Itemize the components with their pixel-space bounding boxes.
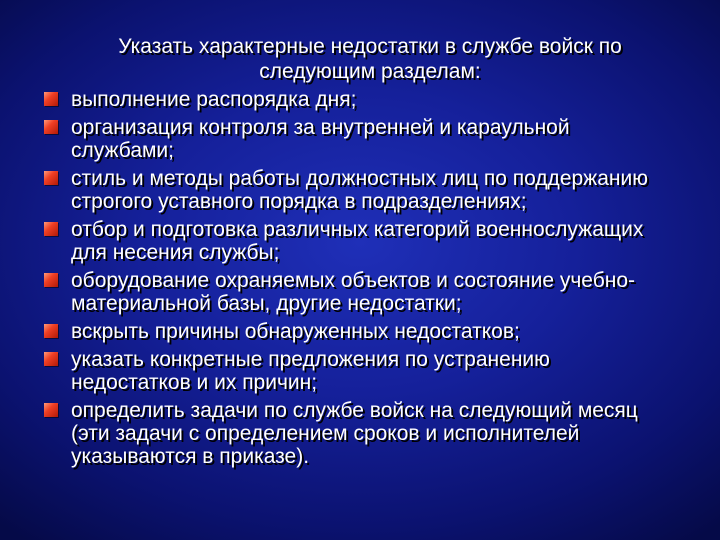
list-item bbox=[44, 167, 674, 213]
list-item bbox=[44, 218, 674, 264]
list-item bbox=[44, 348, 674, 394]
list-item bbox=[44, 269, 674, 315]
list-item-text: указать конкретные предложения по устранению недостатков и их причин; bbox=[71, 348, 550, 394]
list-item bbox=[44, 116, 674, 162]
slide-title: Указать характерные недостатки в службе войск по следующим разделам: bbox=[118, 35, 622, 83]
list-item-text: определить задачи по службе войск на следующий месяц (эти задачи с определением сроков и исполнителей указываются в приказе). bbox=[71, 399, 638, 468]
red-square-bullet-icon bbox=[44, 352, 58, 366]
red-square-bullet-icon bbox=[44, 273, 58, 287]
list-item bbox=[44, 399, 674, 468]
red-square-bullet-icon bbox=[44, 92, 58, 106]
red-square-bullet-icon bbox=[44, 222, 58, 236]
list-item bbox=[44, 320, 674, 343]
red-square-bullet-icon bbox=[44, 324, 58, 338]
bullet-list bbox=[44, 88, 674, 473]
list-item-text: отбор и подготовка различных категорий военнослужащих для несения службы; bbox=[71, 218, 644, 264]
list-item-text: выполнение распорядка дня; bbox=[71, 88, 357, 111]
list-item-text: вскрыть причины обнаруженных недостатков; bbox=[71, 320, 520, 343]
red-square-bullet-icon bbox=[44, 171, 58, 185]
red-square-bullet-icon bbox=[44, 403, 58, 417]
red-square-bullet-icon bbox=[44, 120, 58, 134]
list-item-text: организация контроля за внутренней и караульной службами; bbox=[71, 116, 570, 162]
list-item-text: оборудование охраняемых объектов и состояние учебно-материальной базы, другие недостатки; bbox=[71, 269, 636, 315]
list-item-text: стиль и методы работы должностных лиц по поддержанию строгого уставного порядка в подразделениях; bbox=[71, 167, 648, 213]
list-item bbox=[44, 88, 674, 111]
